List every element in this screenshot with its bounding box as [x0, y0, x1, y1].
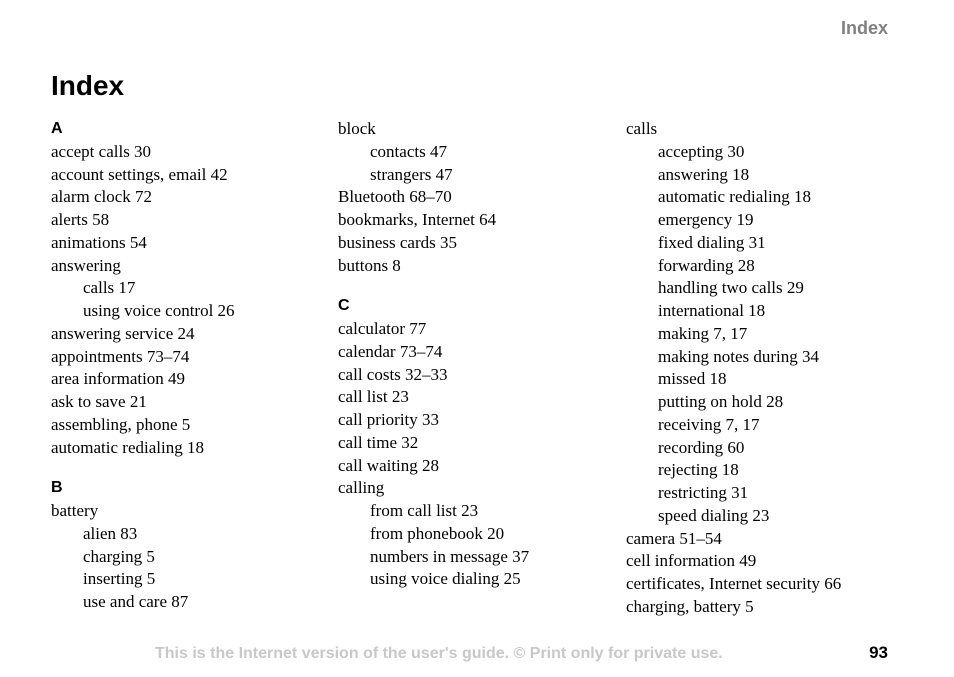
- index-column-2: [338, 118, 529, 591]
- index-subentry: restricting 31: [658, 483, 749, 502]
- index-entry: ask to save 21: [51, 392, 147, 411]
- index-column-3: [626, 118, 841, 619]
- index-subentry: recording 60: [658, 437, 745, 457]
- index-subentry: contacts 47: [370, 141, 447, 161]
- index-subentry: alien 83: [83, 523, 138, 543]
- index-subentry: rejecting 18: [658, 460, 739, 480]
- index-entry: alerts 58: [51, 210, 110, 229]
- index-subentry: handling two calls 29: [658, 278, 804, 298]
- footer-note: This is the Internet version of the user's guide. © Print only for private use.: [155, 645, 723, 662]
- index-subentry: from call list 23: [370, 501, 479, 520]
- index-column-1: [51, 118, 235, 614]
- index-subentry: accepting 30: [658, 141, 745, 161]
- index-entry: block: [338, 119, 376, 138]
- index-subentry: numbers in message 37: [370, 546, 530, 566]
- index-subentry: using voice control 26: [83, 301, 235, 320]
- index-subentry: calls 17: [83, 278, 136, 298]
- index-entry: calendar 73–74: [338, 341, 443, 361]
- section-spacer: [338, 277, 529, 295]
- index-entry: camera 51–54: [626, 528, 722, 548]
- index-entry: automatic redialing 18: [51, 437, 204, 457]
- section-letter: B: [51, 479, 63, 497]
- index-subentry: inserting 5: [83, 569, 156, 589]
- index-entry: certificates, Internet security 66: [626, 574, 842, 593]
- index-subentry: making notes during 34: [658, 346, 820, 366]
- index-subentry: putting on hold 28: [658, 392, 784, 411]
- index-subentry: use and care 87: [83, 592, 189, 611]
- index-entry: Bluetooth 68–70: [338, 187, 452, 207]
- index-entry: assembling, phone 5: [51, 414, 191, 434]
- running-header: Index: [840, 18, 888, 38]
- index-entry: call priority 33: [338, 410, 440, 429]
- index-subentry: strangers 47: [370, 164, 453, 184]
- index-subentry: international 18: [658, 301, 766, 320]
- index-entry: charging, battery 5: [626, 596, 754, 616]
- index-subentry: fixed dialing 31: [658, 232, 766, 252]
- section-letter: A: [51, 120, 63, 137]
- index-entry: answering: [51, 255, 121, 275]
- index-entry: business cards 35: [338, 232, 457, 252]
- index-subentry: using voice dialing 25: [370, 569, 521, 589]
- index-subentry: receiving 7, 17: [658, 414, 760, 434]
- index-entry: answering service 24: [51, 323, 195, 343]
- index-entry: appointments 73–74: [51, 346, 190, 366]
- index-entry: cell information 49: [626, 551, 757, 571]
- index-subentry: forwarding 28: [658, 255, 755, 275]
- index-subentry: emergency 19: [658, 210, 754, 229]
- page-title: Index: [51, 70, 125, 101]
- index-entry: area information 49: [51, 369, 186, 389]
- index-entry: call list 23: [338, 387, 409, 407]
- index-entry: calls: [626, 119, 658, 138]
- index-entry: alarm clock 72: [51, 187, 153, 207]
- index-entry: battery: [51, 501, 99, 520]
- index-entry: call time 32: [338, 432, 419, 452]
- index-subentry: answering 18: [658, 164, 750, 184]
- index-entry: calculator 77: [338, 319, 427, 338]
- index-subentry: speed dialing 23: [658, 505, 770, 525]
- index-entry: account settings, email 42: [51, 164, 228, 184]
- section-spacer: [51, 459, 235, 477]
- index-subentry: charging 5: [83, 546, 155, 566]
- index-entry: bookmarks, Internet 64: [338, 210, 497, 229]
- index-subentry: missed 18: [658, 369, 727, 389]
- index-entry: accept calls 30: [51, 141, 152, 161]
- index-entry: call costs 32–33: [338, 364, 448, 384]
- index-subentry: making 7, 17: [658, 323, 748, 343]
- index-subentry: automatic redialing 18: [658, 187, 811, 207]
- index-entry: calling: [338, 478, 385, 498]
- index-subentry: from phonebook 20: [370, 523, 505, 543]
- index-entry: buttons 8: [338, 255, 401, 275]
- section-letter: C: [338, 297, 350, 315]
- index-entry: call waiting 28: [338, 455, 440, 475]
- page-number: 93: [869, 643, 888, 662]
- index-entry: animations 54: [51, 232, 147, 252]
